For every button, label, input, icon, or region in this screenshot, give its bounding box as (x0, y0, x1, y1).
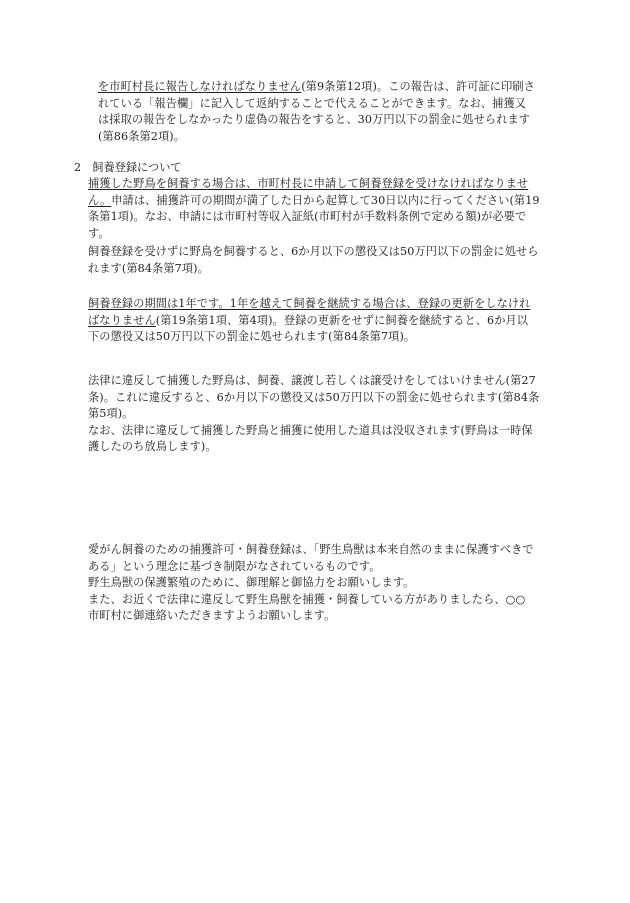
text-line: 法律に違反して捕獲した野鳥は、飼養、譲渡し若しくは譲受けをしてはいけません(第27 (88, 374, 536, 387)
section-heading: 2 飼養登録について (74, 161, 182, 174)
report-obligation-paragraph (88, 79, 558, 145)
underlined-text: 捕獲した野鳥を飼養する場合は、市町村長に申請して飼養登録を受けなければなりませ (88, 177, 529, 190)
text-line: 市町村に御連絡いただきますようお願いします。 (88, 609, 336, 622)
underlined-text: ばなりません (88, 313, 156, 327)
text-line: 野生鳥獣の保護繁殖のために、御理解と御協力をお願いします。 (88, 576, 415, 589)
text-line: (第86条第2項)。 (98, 129, 186, 143)
registration-period-paragraph (88, 296, 558, 346)
text-span: (第19条第1項、第4項)。登録の更新をせずに飼養を継続すると、6か月以 (155, 313, 529, 327)
text-line: なお、法律に違反して捕獲した野鳥と捕獲に使用した道具は没収されます(野鳥は一時保 (88, 423, 533, 437)
text-line: 愛がん飼養のための捕獲許可・飼養登録は、「野生鳥獣は本来自然のままに保護すべきで (88, 543, 534, 556)
text-line: ある」という理念に基づき制限がなされているものです。 (88, 559, 381, 573)
text-line: また、お近くで法律に違反して野生鳥獣を捕獲・飼養している方がありましたら、○○ (88, 592, 526, 606)
registration-paragraph (88, 176, 558, 242)
underlined-text: ん。 (88, 193, 112, 207)
text-line: 護したのち放鳥します)。 (88, 440, 217, 453)
text-line: れます(第84条第7項)。 (88, 261, 209, 275)
closing-paragraph (88, 542, 558, 625)
text-line: 条)。これに違反すると、6か月以下の懲役又は50万円以下の罰金に処せられます(第84条 (88, 390, 540, 404)
text-line: す。 (88, 226, 110, 240)
text-line (88, 193, 558, 210)
text-line: 条第1項)。なお、申請には市町村等収入証紙(市町村が手数料条例で定める額)が必要で (88, 210, 527, 223)
text-line: れている「報告欄」に記入して返納することで代えることができます。なお、捕獲又 (98, 96, 527, 110)
text-line: は採取の報告をしなかったり虚偽の報告をすると、30万円以下の罰金に処せられます (98, 113, 531, 126)
text-line (88, 79, 558, 96)
text-span: (第9条第12項)。この報告は、許可証に印刷さ (301, 80, 535, 93)
text-line (88, 313, 558, 330)
text-span: 申請は、捕獲許可の期間が満了した日から起算して30日以内に行ってください(第19 (111, 193, 540, 207)
illegal-capture-paragraph (88, 373, 558, 456)
penalty-paragraph (88, 244, 558, 277)
underlined-text: を市町村長に報告しなければなりません (98, 80, 302, 93)
text-line: 下の懲役又は50万円以下の罰金に処せられます(第84条第7項)。 (88, 330, 416, 343)
text-line: 第5項)。 (88, 407, 134, 420)
underlined-text: 飼養登録の期間は1年です。1年を越えて飼養を継続する場合は、登録の更新をしなけれ (88, 297, 531, 310)
text-line: 飼養登録を受けずに野鳥を飼養すると、6か月以下の懲役又は50万円以下の罰金に処せら (88, 245, 539, 258)
